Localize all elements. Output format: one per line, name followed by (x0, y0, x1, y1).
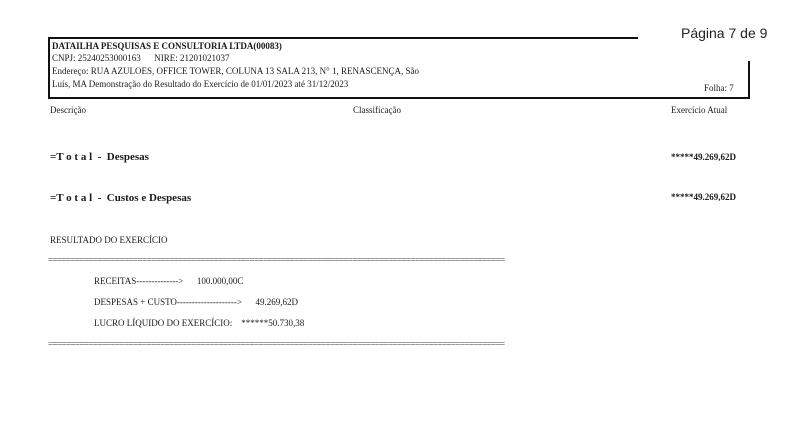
lucro-line: LUCRO LÍQUIDO DO EXERCÍCIO: ******50.730,38 (94, 318, 305, 328)
receitas-line: RECEITAS--------------> 100.000,00C (94, 276, 244, 286)
folha-label: Folha: 7 (704, 83, 734, 93)
result-title: RESULTADO DO EXERCÍCIO (50, 235, 168, 245)
total-custos-despesas-value: *****49.269,62D (671, 192, 736, 202)
header-right-rule (748, 61, 750, 99)
header-bottom-rule (48, 97, 750, 99)
despesas-line: DESPESAS + CUSTO--------------------> 49.269,62D (94, 297, 298, 307)
company-address: Endereço: RUA AZULOES, OFFICE TOWER, COLUNA 13 SALA 213, N° 1, RENASCENÇA, São (52, 66, 420, 76)
column-header-classificacao: Classificação (353, 105, 401, 115)
header-top-rule (48, 37, 638, 39)
report-period: Luís, MA Demonstração do Resultado do Exercício de 01/01/2023 até 31/12/2023 (52, 79, 349, 89)
total-despesas-label: =T o t a l - Despesas (50, 151, 149, 163)
total-despesas-value: *****49.269,62D (671, 152, 736, 162)
company-ids: CNPJ: 25240253000163 NIRE: 21201021037 (52, 53, 230, 63)
company-name: DATAILHA PESQUISAS E CONSULTORIA LTDA(00083) (52, 41, 282, 51)
separator-top: ====================================================================================================== (48, 255, 505, 265)
header-left-rule (48, 37, 50, 99)
column-header-exercicio: Exercício Atual (671, 105, 728, 115)
page-number: Página 7 de 9 (681, 25, 768, 41)
column-header-descricao: Descrição (50, 105, 86, 115)
total-custos-despesas-label: =T o t a l - Custos e Despesas (50, 192, 192, 204)
separator-bottom: ====================================================================================================== (48, 339, 505, 349)
